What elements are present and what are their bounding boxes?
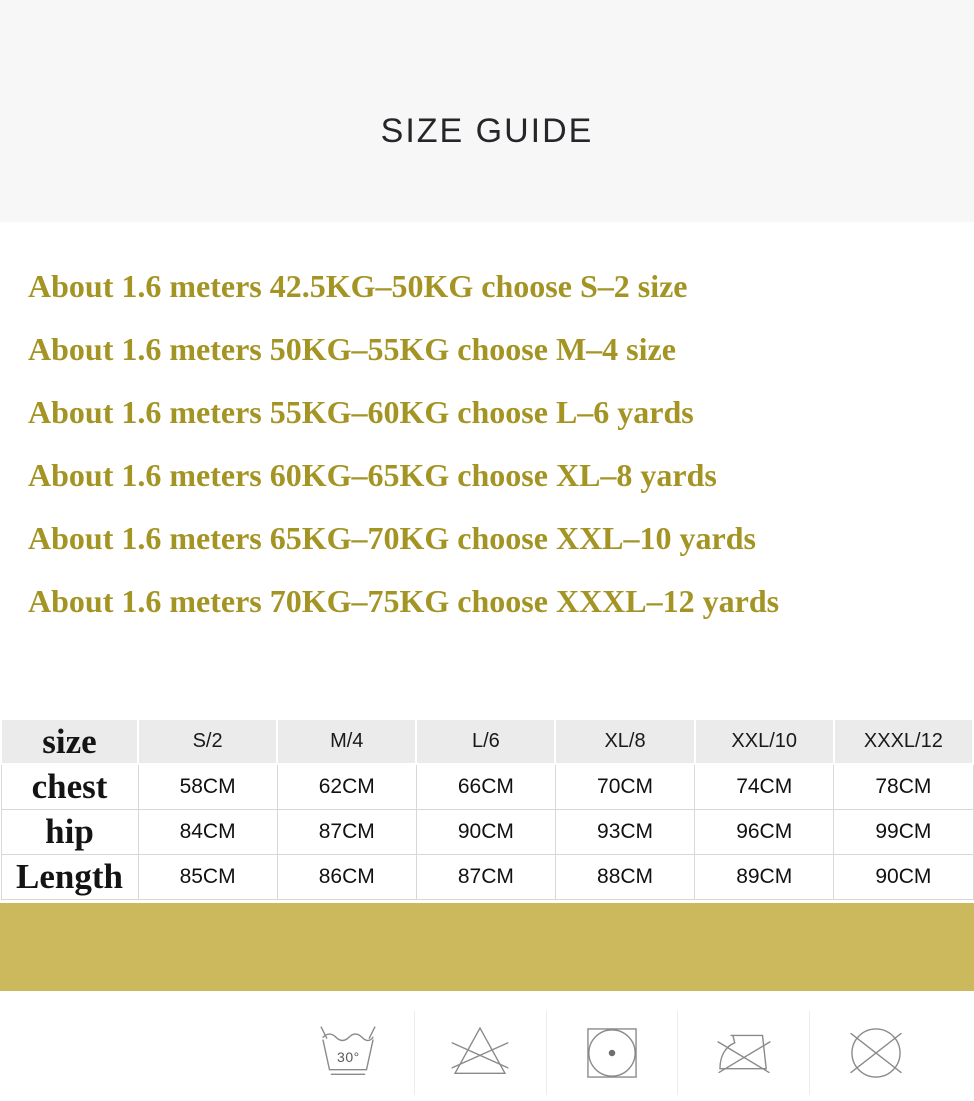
table-row-hip: [1, 809, 973, 854]
wash-30-icon: [311, 1016, 385, 1090]
table-cell: 99CM: [834, 809, 973, 854]
row-label-length: Length: [16, 857, 123, 896]
table-cell: 84CM: [138, 809, 277, 854]
wash-temperature-label: 30°: [337, 1048, 360, 1065]
column-header-s2: S/2: [138, 719, 277, 764]
table-cell: 78CM: [834, 764, 973, 809]
recommendation-line: About 1.6 meters 42.5KG–50KG choose S–2 size: [28, 268, 688, 304]
do-not-dry-clean-icon: [839, 1016, 913, 1090]
column-header-xxxl12: XXXL/12: [834, 719, 973, 764]
table-row-length: [1, 854, 973, 899]
recommendation-line: About 1.6 meters 70KG–75KG choose XXXL–12 yards: [28, 583, 780, 619]
table-cell: 87CM: [416, 854, 555, 899]
size-table: [0, 718, 974, 900]
table-cell: 85CM: [138, 854, 277, 899]
table-cell: 86CM: [277, 854, 416, 899]
size-recommendations: [0, 222, 974, 633]
table-cell: 90CM: [416, 809, 555, 854]
recommendation-line: About 1.6 meters 65KG–70KG choose XXL–10 yards: [28, 520, 756, 556]
table-cell: 87CM: [277, 809, 416, 854]
table-cell: 70CM: [555, 764, 694, 809]
care-icons-row: [283, 1011, 941, 1095]
column-header-xxl10: XXL/10: [695, 719, 834, 764]
care-cell-tumble-dry: [546, 1011, 678, 1095]
column-header-m4: M/4: [277, 719, 416, 764]
care-instructions-strip: [0, 991, 974, 1101]
table-cell: 88CM: [555, 854, 694, 899]
recommendation-line: About 1.6 meters 50KG–55KG choose M–4 size: [28, 331, 676, 367]
do-not-iron-icon: [707, 1016, 781, 1090]
table-cell: 74CM: [695, 764, 834, 809]
table-cell: 93CM: [555, 809, 694, 854]
column-header-xl8: XL/8: [555, 719, 694, 764]
table-cell: 66CM: [416, 764, 555, 809]
table-cell: 58CM: [138, 764, 277, 809]
column-header-l6: L/6: [416, 719, 555, 764]
row-label-chest: chest: [31, 767, 108, 807]
recommendation-line: About 1.6 meters 60KG–65KG choose XL–8 yards: [28, 457, 717, 493]
gold-divider-band: [0, 903, 974, 991]
table-cell: 96CM: [695, 809, 834, 854]
care-cell-bleach: [414, 1011, 546, 1095]
table-cell: 90CM: [834, 854, 973, 899]
page-title: SIZE GUIDE: [380, 112, 594, 150]
table-header-row: [1, 719, 973, 764]
care-cell-dry-clean: [809, 1011, 941, 1095]
recommendation-line: About 1.6 meters 55KG–60KG choose L–6 yards: [28, 394, 694, 430]
care-cell-wash: [283, 1011, 414, 1095]
row-label-hip: hip: [45, 812, 94, 851]
table-corner-label: size: [42, 722, 97, 761]
table-cell: 62CM: [277, 764, 416, 809]
top-banner: [0, 0, 974, 222]
table-cell: 89CM: [695, 854, 834, 899]
tumble-dry-icon: [575, 1016, 649, 1090]
care-cell-iron: [677, 1011, 809, 1095]
do-not-bleach-icon: [443, 1016, 517, 1090]
table-row-chest: [1, 764, 973, 809]
